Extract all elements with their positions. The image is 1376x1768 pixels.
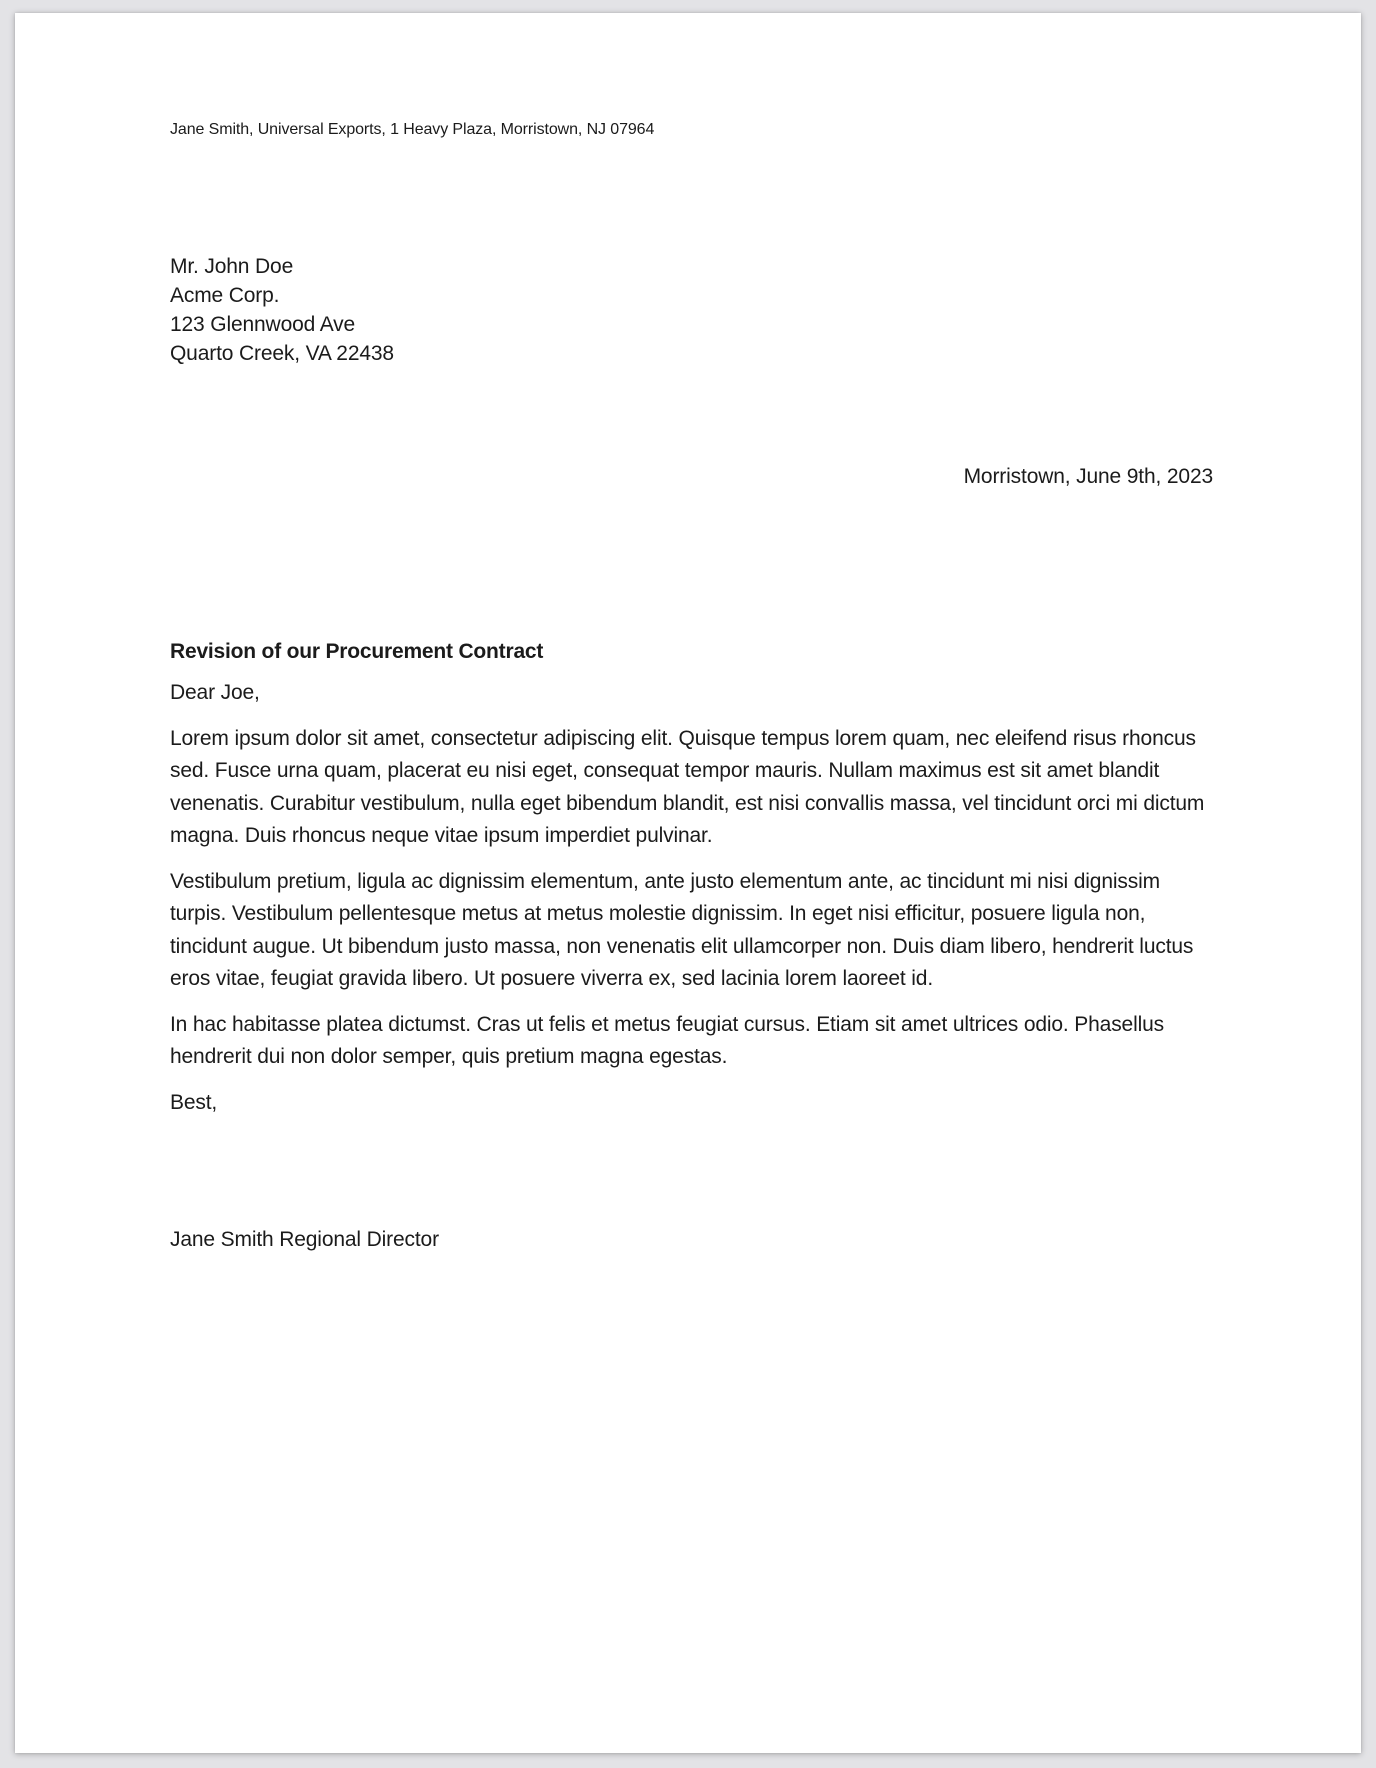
recipient-street: 123 Glennwood Ave: [170, 313, 356, 336]
body-paragraph-3: In hac habitasse platea dictumst. Cras ut felis et metus feugiat cursus. Etiam sit amet ultrices odio. Phasellus hendrerit dui non dolor semper, quis pretium magna egestas.: [170, 1012, 1164, 1068]
recipient-address: [170, 252, 1213, 368]
recipient-company: Acme Corp.: [170, 284, 280, 307]
signature-line: Jane Smith Regional Director: [170, 1228, 439, 1251]
body-paragraph-2: Vestibulum pretium, ligula ac dignissim elementum, ante justo elementum ante, ac tincidunt mi nisi dignissim turpis. Vestibulum pellentesque metus at metus molestie dignissim. In eget nisi efficitur, posuere ligula non, tincidunt augue. Ut bibendum justo massa, non venenatis elit ullamcorper non. Duis diam libero, hendrerit luctus eros vitae, feugiat gravida libero. Ut posuere viverra ex, sed lacinia lorem laoreet id.: [170, 869, 1194, 990]
salutation: Dear Joe,: [170, 681, 260, 704]
date-row: [170, 464, 1213, 489]
letter-body: [170, 677, 1213, 1119]
recipient-city: Quarto Creek, VA 22438: [170, 342, 394, 365]
recipient-name: Mr. John Doe: [170, 255, 294, 278]
body-paragraph-1: Lorem ipsum dolor sit amet, consectetur adipiscing elit. Quisque tempus lorem quam, nec eleifend risus rhoncus sed. Fusce urna quam, placerat eu nisi eget, consequat tempor mauris. Nullam maximus est sit amet blandit venenatis. Curabitur vestibulum, nulla eget bibendum blandit, est nisi convallis massa, vel tincidunt orci mi dictum magna. Duis rhoncus neque vitae ipsum imperdiet pulvinar.: [170, 726, 1205, 847]
sender-line: Jane Smith, Universal Exports, 1 Heavy Plaza, Morristown, NJ 07964: [170, 121, 655, 138]
letter-page: [15, 13, 1361, 1753]
date-line: Morristown, June 9th, 2023: [963, 465, 1213, 488]
closing: Best,: [170, 1090, 218, 1114]
subject-line: Revision of our Procurement Contract: [170, 640, 544, 663]
